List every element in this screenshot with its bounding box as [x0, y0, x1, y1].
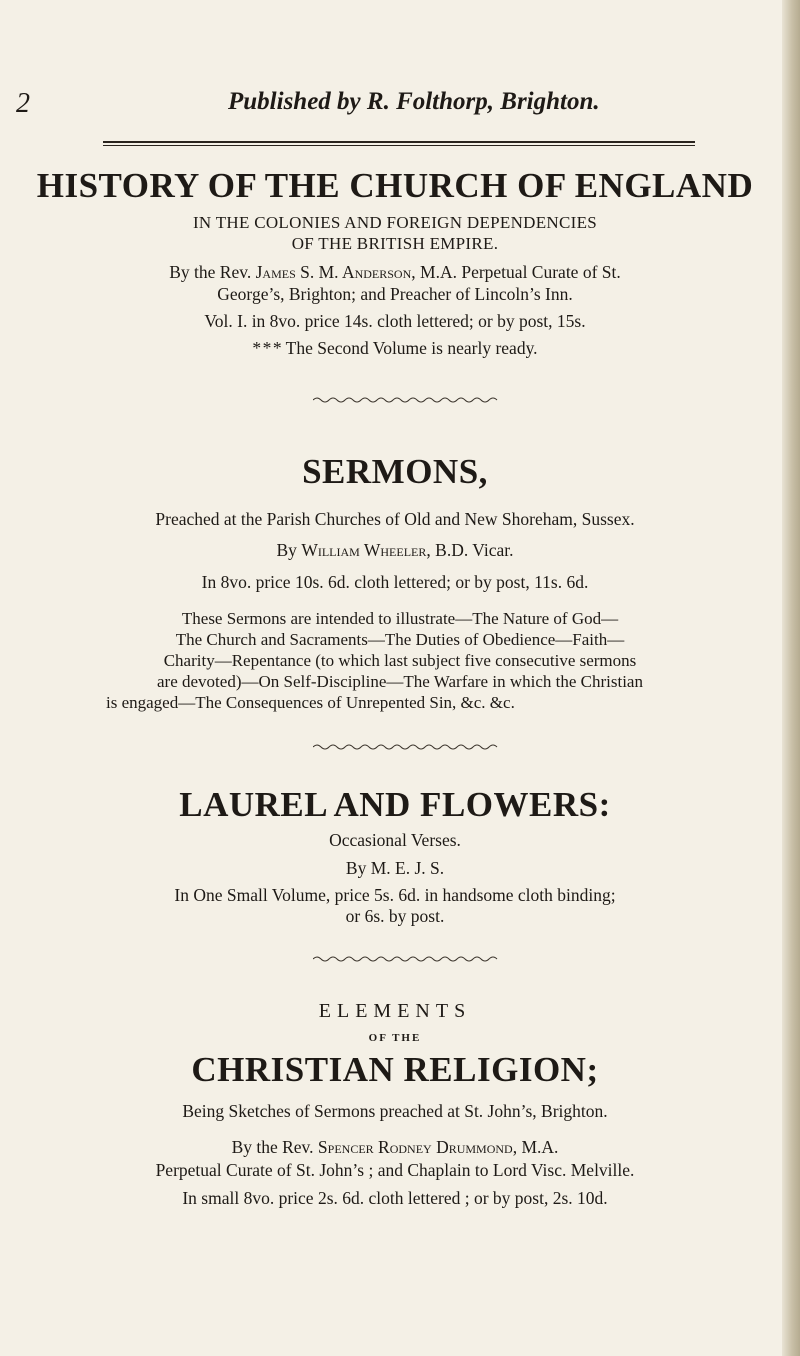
elements-author-line2: Perpetual Curate of St. John’s ; and Chaplain to Lord Visc. Melville.	[155, 1160, 635, 1180]
history-author-line2: George’s, Brighton; and Preacher of Lincoln’s Inn.	[217, 284, 573, 304]
history-author-suffix: M.A. Perpetual Curate of St.	[415, 262, 621, 282]
history-note: * * * The Second Volume is nearly ready.	[252, 338, 538, 358]
sermons-author	[0, 540, 790, 561]
elements-price: In small 8vo. price 2s. 6d. cloth lettered ; or by post, 2s. 10d.	[182, 1188, 608, 1208]
elements-author-name: Spencer Rodney Drummond,	[317, 1137, 518, 1157]
divider-ornament-3	[313, 954, 498, 964]
laurel-price-line2: or 6s. by post.	[345, 906, 445, 926]
sermons-title: SERMONS,	[302, 452, 488, 491]
sermons-author-suffix: B.D. Vicar.	[430, 540, 514, 560]
sermons-description-line: The Church and Sacraments—The Duties of Obedience—Faith—	[175, 630, 625, 649]
elements-author-suffix: M.A.	[517, 1137, 559, 1157]
laurel-subtitle: Occasional Verses.	[329, 830, 461, 850]
divider-ornament-2	[313, 742, 498, 752]
history-title: HISTORY OF THE CHURCH OF ENGLAND	[36, 166, 754, 205]
history-author-line1	[0, 262, 790, 283]
page-number: 2	[16, 88, 30, 119]
elements-author-line1	[0, 1137, 790, 1158]
elements-author-prefix: By the Rev.	[231, 1137, 318, 1157]
header-rule-thick	[103, 141, 695, 143]
history-price: Vol. I. in 8vo. price 14s. cloth lettered; or by post, 15s.	[204, 311, 586, 331]
laurel-author: By M. E. J. S.	[345, 858, 445, 878]
running-title: Published by R. Folthorp, Brighton.	[228, 88, 600, 115]
page-header	[0, 88, 790, 128]
elements-subtitle: Being Sketches of Sermons preached at St. John’s, Brighton.	[182, 1101, 608, 1121]
laurel-title: LAUREL AND FLOWERS:	[179, 785, 611, 824]
history-author-prefix: By the Rev.	[169, 262, 256, 282]
sermons-description-line: Charity—Repentance (to which last subject five consecutive sermons	[163, 651, 637, 670]
sermons-subtitle: Preached at the Parish Churches of Old and New Shoreham, Sussex.	[155, 509, 635, 529]
sermons-description-line: are devoted)—On Self-Discipline—The Warfare in which the Christian	[157, 672, 643, 691]
history-author-name: James S. M. Anderson,	[255, 262, 416, 282]
sermons-author-name: William Wheeler,	[301, 540, 431, 560]
divider-ornament-1	[313, 395, 498, 405]
history-subtitle-line1: IN THE COLONIES AND FOREIGN DEPENDENCIES	[192, 213, 598, 232]
header-rule-thin	[103, 145, 695, 146]
elements-title-top: ELEMENTS	[318, 1000, 472, 1022]
sermons-description-line: These Sermons are intended to illustrate—The Nature of God—	[181, 609, 619, 628]
laurel-price-line1: In One Small Volume, price 5s. 6d. in handsome cloth binding;	[174, 885, 616, 905]
sermons-description-line: is engaged—The Consequences of Unrepented Sin, &c. &c.	[106, 693, 515, 712]
elements-title-mid: OF THE	[368, 1032, 422, 1044]
elements-title-main: CHRISTIAN RELIGION;	[191, 1050, 599, 1089]
history-subtitle-line2: OF THE BRITISH EMPIRE.	[291, 234, 499, 253]
sermons-author-prefix: By	[276, 540, 302, 560]
sermons-price: In 8vo. price 10s. 6d. cloth lettered; or by post, 11s. 6d.	[201, 572, 589, 592]
